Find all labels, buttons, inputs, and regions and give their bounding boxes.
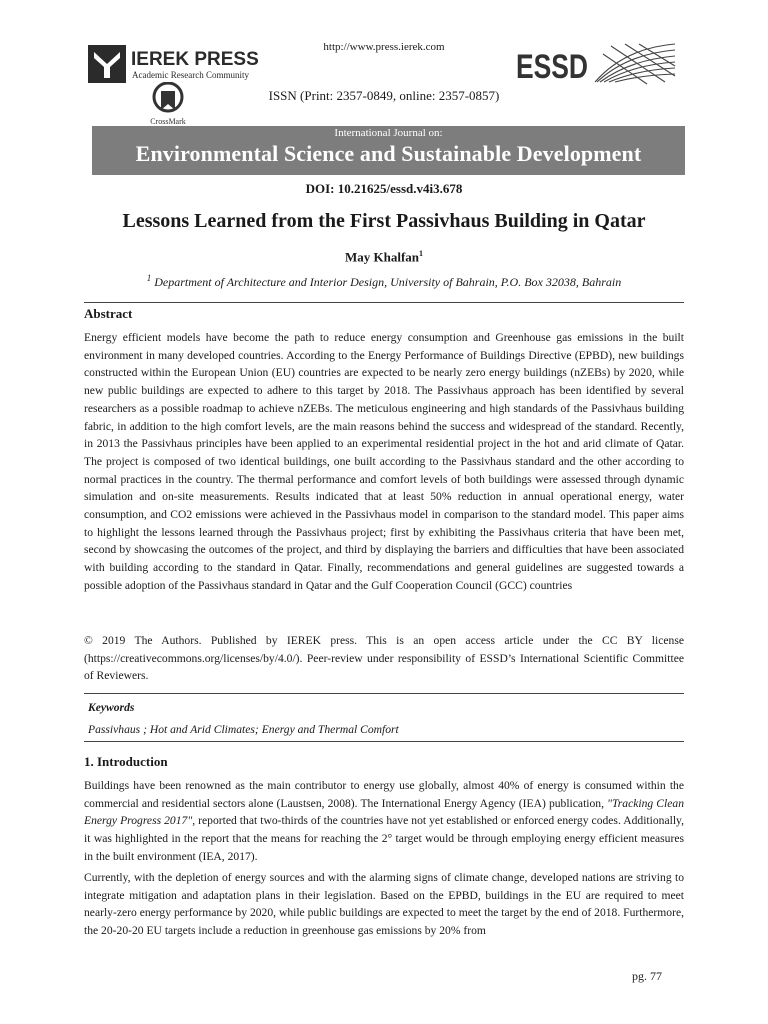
license-suffix: ). Peer-review under responsibility of ESSD’s International Scientific Committee of Reviewers. [84, 651, 684, 683]
affiliation-text: Department of Architecture and Interior Design, University of Bahrain, P.O. Box 32038, Bahrain [151, 275, 622, 289]
abstract-heading: Abstract [84, 306, 133, 321]
ierek-tagline: Academic Research Community [132, 70, 249, 80]
introduction-paragraph-1 [84, 777, 684, 866]
introduction-paragraph-2: Currently, with the depletion of energy sources and with the alarming signs of climate change, developed nations are striving to integrate mitigation and adaptation plans in their legislation. Based on the EPBD, buildings in the EU are required to meet nearly-zero energy performance by 2020, while public buildings are expected to meet the target by the end of 2018. Furthermore, the 20-20-20 EU targets include a reduction in greenhouse gas emissions by 20% from [84, 871, 684, 938]
author-name-text: May Khalfan [344, 249, 420, 265]
divider-keywords-bottom [84, 741, 684, 742]
essd-logo-text: ESSD [516, 48, 588, 86]
affiliation-superscript: 1 [146, 273, 152, 283]
journal-url[interactable]: http://www.press.ierek.com [323, 41, 445, 53]
journal-banner [92, 126, 685, 175]
license-prefix: © 2019 The Authors. Published by IEREK press. This is an open access article under the CC BY license ( [84, 634, 684, 665]
essd-logo [515, 42, 677, 86]
keywords-heading: Keywords [88, 701, 135, 714]
ierek-logo-text: IEREK PRESS [131, 49, 259, 70]
author-superscript: 1 [419, 249, 424, 258]
article-title: Lessons Learned from the First Passivhaus Building in Qatar [122, 210, 646, 232]
introduction-heading: 1. Introduction [84, 754, 168, 769]
intro-p1-quote: "Tracking Clean Energy Progress 2017" [84, 796, 684, 828]
abstract-text: Energy efficient models have become the path to reduce energy consumption and Greenhouse gas emissions in the built environment in many developed countries. According to the Energy Performance of Buildings Directive (EPBD), new buildings constructed within the European Union (EU) countries are expected to be nearly zero energy buildings (nZEBs) by 2020, while new public buildings are expected to adhere to this target by 2018. The Passivhaus approach has been identified by several researchers as a possible roadmap to achieve nZEBs. The meticulous engineering and high standards of the Passivhaus building fabric, in addition to the high comfort levels, are the main reasons behind the success and widespread of the standard. Recently, in 2013 the Passivhaus principles have been applied to an experimental residential project in the hot and arid climate of Qatar. The project is composed of two identical buildings, one built according to the Passivhaus standard and the other according to normal practices in the country. The thermal performance and comfort levels of both buildings were assessed through dynamic simulation and on-site measurements. Results indicated that at least 50% reduction in annual operational energy, water consumption, and CO2 emissions were achieved in the Passivhaus model in comparison to the standard model. This paper aims to highlight the lessons learned through the Passivhaus project; first by exhibiting the Passivhaus criteria that have been met, second by showcasing the outcomes of the project, and third by displaying the barriers and difficulties that have been associated with building according to the standard in Qatar. Finally, recommendations and general guidelines are suggested towards a possible adoption of the Passivhaus standard in Qatar and the Gulf Cooperation Council (GCC) countries [84, 331, 684, 592]
license-link[interactable]: https://creativecommons.org/licenses/by/4.0/ [87, 651, 296, 665]
ierek-press-logo [88, 43, 263, 85]
license-statement [84, 632, 684, 685]
issn: ISSN (Print: 2357-0849, online: 2357-0857) [268, 88, 500, 103]
author-affiliation [0, 273, 768, 290]
divider-top [84, 302, 684, 303]
page-number: pg. 77 [632, 969, 662, 983]
doi[interactable]: DOI: 10.21625/essd.v4i3.678 [305, 181, 463, 196]
author-name [0, 249, 768, 265]
keywords-text: Passivhaus ; Hot and Arid Climates; Energy and Thermal Comfort [88, 723, 399, 736]
crossmark-label: CrossMark [150, 117, 186, 126]
intro-p1-text-b: , reported that two-thirds of the countries have not yet established or enforced energy codes. Additionally, it was highlighted in the report that the means for reaching the 2° target would be through employing energy efficient measures in the built environment (IEA, 2017). [84, 814, 684, 863]
banner-subtitle: International Journal on: [334, 127, 443, 139]
journal-title: Environmental Science and Sustainable Development [135, 141, 642, 166]
intro-p1-text-a: Buildings have been renowned as the main contributor to energy use globally, almost 40% of energy is consumed within the commercial and residential sectors alone (Laustsen, 2008). The International Energy Agency (IEA) publication, [84, 779, 684, 810]
divider-keywords-top [84, 693, 684, 694]
